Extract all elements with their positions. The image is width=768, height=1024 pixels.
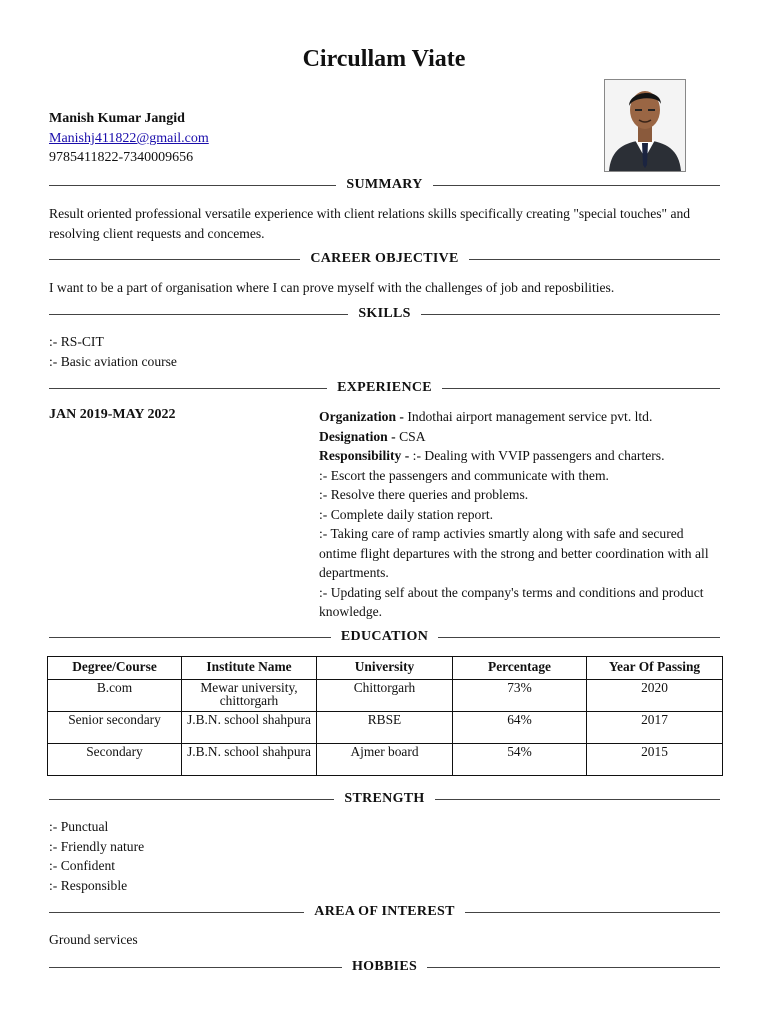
table-cell: Secondary xyxy=(48,744,182,776)
table-row xyxy=(48,744,723,776)
table-cell: 2017 xyxy=(587,712,723,744)
table-cell: J.B.N. school shahpura xyxy=(182,744,317,776)
table-cell: 64% xyxy=(453,712,587,744)
profile-photo xyxy=(604,79,686,172)
table-header-row xyxy=(48,657,723,680)
experience-heading xyxy=(49,379,720,397)
organization-label: Organization - xyxy=(319,409,404,424)
experience-details xyxy=(319,407,721,622)
area-of-interest-heading-label: AREA OF INTEREST xyxy=(314,904,455,919)
career-objective-heading-label: CAREER OBJECTIVE xyxy=(310,251,459,266)
experience-heading-label: EXPERIENCE xyxy=(337,380,432,395)
table-cell: Chittorgarh xyxy=(317,680,453,712)
list-item: :- Basic aviation course xyxy=(49,353,177,369)
career-objective-text: I want to be a part of organisation where I can prove myself with the challenges of job and reposbilities. xyxy=(49,280,615,295)
education-heading-label: EDUCATION xyxy=(340,629,429,644)
email-link[interactable]: Manishj411822@gmail.com xyxy=(49,131,209,146)
hobbies-heading-label: HOBBIES xyxy=(351,959,418,974)
column-header: Year Of Passing xyxy=(587,657,723,680)
career-objective-heading xyxy=(49,250,720,268)
designation-value: CSA xyxy=(399,428,426,444)
skills-heading-label: SKILLS xyxy=(358,306,411,321)
table-cell: Ajmer board xyxy=(317,744,453,776)
table-row xyxy=(48,712,723,744)
table-row xyxy=(48,680,723,712)
list-item: :- Taking care of ramp activies smartly along with safe and secured ontime flight departures with the strong and better coordination with all departments. xyxy=(319,526,709,580)
education-heading xyxy=(49,628,720,646)
list-item: :- Complete daily station report. xyxy=(319,506,494,522)
list-item: :- Friendly nature xyxy=(49,838,145,854)
summary-text: Result oriented professional versatile experience with client relations skills specifically creating "special touches" and resolving client requests and concemes. xyxy=(49,206,691,241)
list-item: :- Updating self about the company's terms and conditions and product knowledge. xyxy=(319,584,704,619)
organization-value: Indothai airport management service pvt. ltd. xyxy=(407,409,653,424)
designation-line xyxy=(319,427,721,447)
designation-label: Designation - xyxy=(319,428,396,444)
responsibility-label: Responsibility - xyxy=(319,448,410,463)
list-item: :- Confident xyxy=(49,858,116,873)
strength-list xyxy=(49,817,721,895)
area-of-interest-text: Ground services xyxy=(49,932,138,947)
list-item: :- Escort the passengers and communicate with them. xyxy=(319,467,609,483)
column-header: Institute Name xyxy=(182,657,317,680)
column-header: Percentage xyxy=(453,657,587,680)
table-cell: 73% xyxy=(453,680,587,712)
hobbies-heading xyxy=(49,958,720,976)
skills-heading xyxy=(49,305,720,323)
responsibility-first: :- Dealing with VVIP passengers and charters. xyxy=(412,448,665,463)
education-table xyxy=(47,656,723,776)
summary-heading xyxy=(49,176,720,194)
resume-title: Circullam Viate xyxy=(302,46,466,72)
phone-number: 9785411822-7340009656 xyxy=(49,150,194,165)
responsibility-line xyxy=(319,446,721,466)
table-cell: 2020 xyxy=(587,680,723,712)
candidate-name: Manish Kumar Jangid xyxy=(49,111,185,126)
organization-line xyxy=(319,407,721,427)
list-item: :- Punctual xyxy=(49,819,109,834)
list-item: :- Responsible xyxy=(49,877,128,893)
column-header: University xyxy=(317,657,453,680)
strength-heading xyxy=(49,790,720,808)
list-item: :- RS-CIT xyxy=(49,334,104,349)
list-item: :- Resolve there queries and problems. xyxy=(319,487,529,502)
experience-date: JAN 2019-MAY 2022 xyxy=(49,407,176,422)
table-cell: B.com xyxy=(48,680,182,712)
summary-heading-label: SUMMARY xyxy=(346,177,423,192)
strength-heading-label: STRENGTH xyxy=(344,791,425,806)
table-cell: 2015 xyxy=(587,744,723,776)
table-cell: 54% xyxy=(453,744,587,776)
table-cell: J.B.N. school shahpura xyxy=(182,712,317,744)
table-cell: Senior secondary xyxy=(48,712,182,744)
skills-list xyxy=(49,332,721,371)
table-cell: Mewar university, chittorgarh xyxy=(182,680,317,712)
table-cell: RBSE xyxy=(317,712,453,744)
area-of-interest-heading xyxy=(49,903,720,921)
column-header: Degree/Course xyxy=(48,657,182,680)
